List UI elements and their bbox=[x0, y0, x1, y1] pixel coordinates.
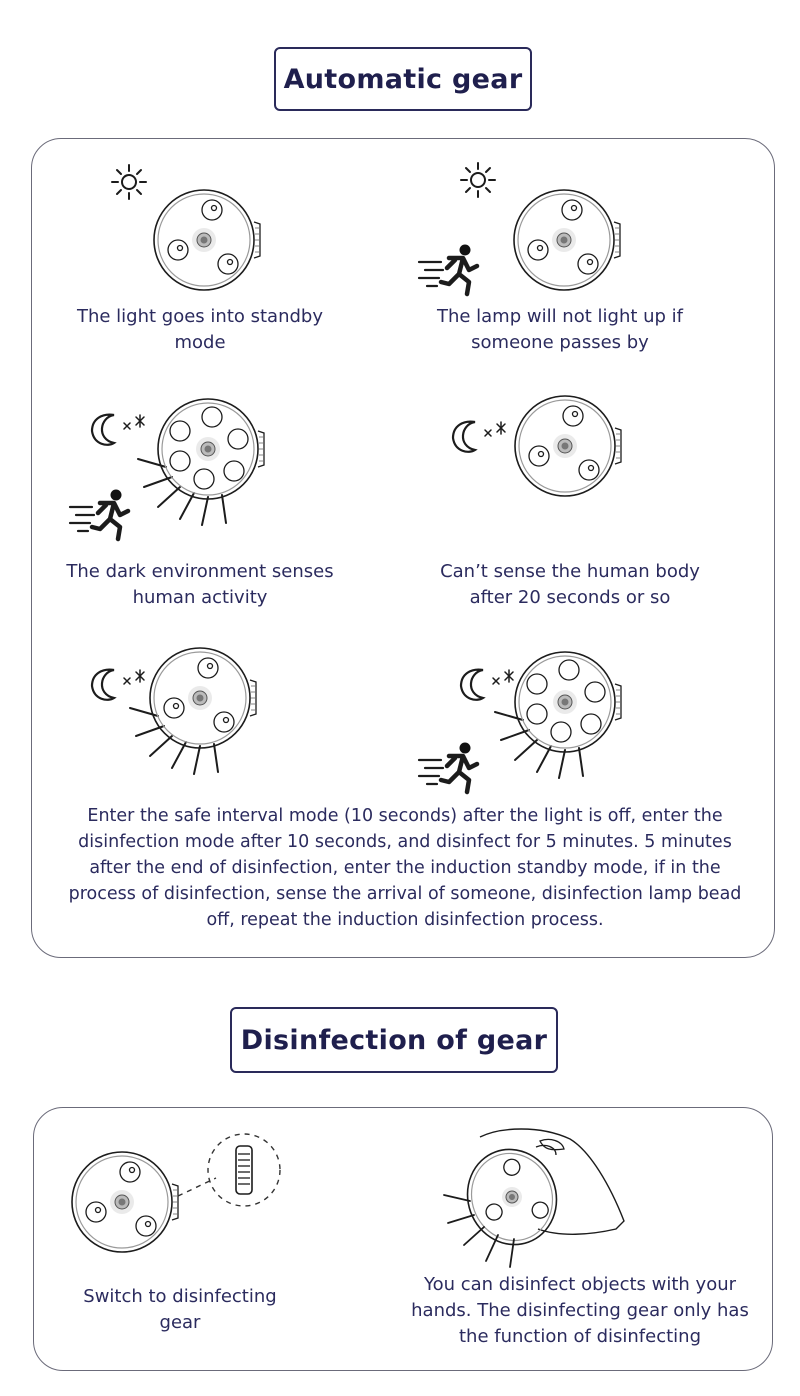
lamp-icon bbox=[150, 648, 256, 748]
caption-hand-disinfect: You can disinfect objects with your hands. The disinfecting gear only has the function of disinfecting bbox=[411, 1274, 749, 1347]
caption-dark-sense: The dark environment senses human activity bbox=[66, 561, 334, 608]
lamp-icon bbox=[72, 1152, 178, 1252]
no-sense-illustration bbox=[445, 390, 625, 520]
running-person-icon bbox=[419, 245, 477, 295]
lamp-icon bbox=[515, 652, 621, 752]
resense-illustration bbox=[415, 640, 635, 790]
switch-illustration bbox=[60, 1130, 300, 1260]
running-person-icon bbox=[419, 743, 477, 793]
dark-sense-illustration bbox=[60, 385, 280, 535]
switch-zoom-circle bbox=[208, 1134, 280, 1206]
caption-switch: Switch to disinfecting gear bbox=[83, 1286, 277, 1333]
automatic-description: Enter the safe interval mode (10 seconds) after the light is off, enter the disinfection mode after 10 seconds, and disinfect for 5 minutes. 5 minutes after the end of disinfection, enter the induction standby mode, if in the process of disinfection, sense the arrival of someone, disinfection lamp bead off, repeat the induction disinfection process. bbox=[68, 806, 742, 930]
sun-icon bbox=[461, 163, 495, 197]
standby-illustration bbox=[100, 160, 280, 300]
moon-stars-icon bbox=[461, 670, 513, 700]
sun-icon bbox=[112, 165, 146, 199]
hand-disinfect-illustration bbox=[440, 1125, 640, 1270]
caption-standby: The light goes into standby mode bbox=[76, 306, 323, 353]
passby-illustration bbox=[415, 160, 635, 300]
lamp-icon bbox=[158, 399, 264, 499]
section-title-disinfection: Disinfection of gear bbox=[230, 1007, 558, 1073]
caption-no-sense: Can’t sense the human body after 20 seconds or so bbox=[440, 561, 700, 608]
lamp-icon bbox=[515, 396, 621, 496]
lamp-icon bbox=[154, 190, 260, 290]
moon-stars-icon bbox=[92, 670, 144, 700]
section-title-automatic: Automatic gear bbox=[274, 47, 532, 111]
lamp-icon bbox=[514, 190, 620, 290]
caption-passby: The lamp will not light up if someone passes by bbox=[436, 306, 684, 353]
switch-icon bbox=[236, 1146, 252, 1194]
moon-stars-icon bbox=[92, 415, 144, 445]
safe-interval-illustration bbox=[90, 640, 270, 780]
moon-stars-icon bbox=[453, 422, 505, 452]
running-person-icon bbox=[70, 490, 128, 540]
